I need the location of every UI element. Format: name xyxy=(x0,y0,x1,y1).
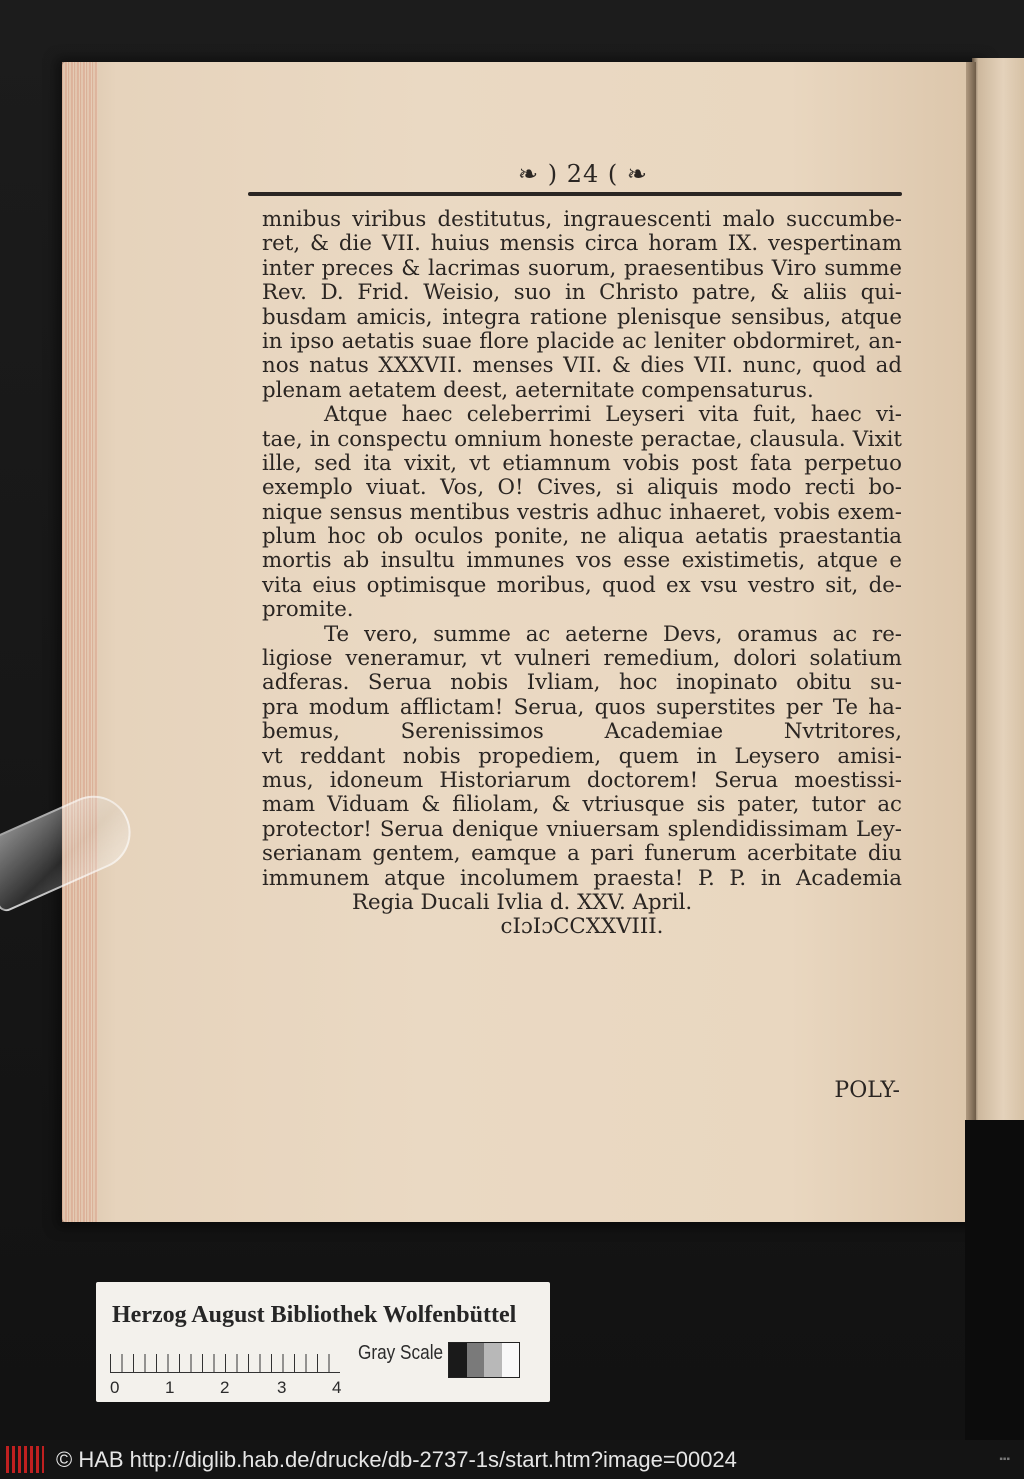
paragraph-start: Te vero, summe ac aeterne Devs, oramus ac re- xyxy=(324,621,902,647)
ruler-label: 1 xyxy=(165,1378,175,1397)
text-line: serianam gentem, eamque a pari funerum acerbitate diu xyxy=(262,841,902,867)
gray-scale-label: Gray Scale xyxy=(358,1342,444,1364)
year-line: cIɔIɔCCXXVIII. xyxy=(500,914,664,940)
page-header xyxy=(268,160,898,200)
gray-scale-swatches xyxy=(448,1342,520,1378)
header-rule xyxy=(248,192,902,196)
text-line: mortis ab insultu immunes vos esse existimetis, atque e xyxy=(262,548,902,574)
text-line: nos natus XXXVII. menses VII. & dies VII. nunc, quod ad xyxy=(262,353,902,379)
dateline: Regia Ducali Ivlia d. XXV. April. xyxy=(352,889,693,915)
text-line: vt reddant nobis propediem, quem in Leysero amisi- xyxy=(262,743,902,769)
paragraph-start: Atque haec celeberrimi Leyseri vita fuit, haec vi- xyxy=(324,402,902,428)
text-line: promite. xyxy=(262,597,354,623)
ruler-label: 2 xyxy=(220,1378,230,1397)
text-line: tae, in conspectu omnium honeste peractae, clausula. Vixit xyxy=(262,426,902,452)
text-line: protector! Serua denique vniuersam splendidissimam Ley- xyxy=(262,816,902,842)
ruler-scale xyxy=(110,1344,340,1373)
text-line: Rev. D. Frid. Weisio, suo in Christo patre, & aliis qui- xyxy=(262,280,902,306)
gray-swatch xyxy=(449,1343,467,1377)
facing-page-edge xyxy=(972,58,1024,1238)
text-line: adferas. Serua nobis Ivliam, hoc inopinato obitu su- xyxy=(262,670,902,696)
text-line: ret, & die VII. huius mensis circa horam IX. vespertinam xyxy=(262,231,902,257)
hab-logo-icon xyxy=(6,1446,44,1473)
body-text xyxy=(262,208,902,940)
text-line: ligiose veneramur, vt vulneri remedium, dolori solatium xyxy=(262,646,902,672)
text-line: in ipso aetatis suae flore placide ac leniter obdormiret, an- xyxy=(262,328,902,354)
gray-swatch xyxy=(502,1343,520,1377)
text-line: plum hoc ob oculos ponite, ne aliqua aetatis praestantia xyxy=(262,524,902,550)
catchword: POLY- xyxy=(834,1078,900,1103)
text-line: mus, idoneum Historiarum doctorem! Serua moestissi- xyxy=(262,767,902,793)
text-line: bemus, Serenissimos Academiae Nvtritores, xyxy=(262,719,902,745)
text-line: pra modum afflictam! Serua, quos superstites per Te ha- xyxy=(262,694,902,720)
calibration-card xyxy=(96,1282,550,1402)
text-line: plenam aetatem deest, aeternitate compensaturus. xyxy=(262,377,814,403)
footer-mark: ▪▪▪ xyxy=(999,1454,1010,1465)
text-line: mam Viduam & filiolam, & vtriusque sis pater, tutor ac xyxy=(262,792,902,818)
text-line: inter preces & lacrimas suorum, praesentibus Viro summe xyxy=(262,255,902,281)
text-line: exemplo viuat. Vos, O! Cives, si aliquis modo recti bo- xyxy=(262,475,902,501)
text-line: nique sensus mentibus vestris adhuc inhaeret, vobis exem- xyxy=(262,499,902,525)
text-line: mnibus viribus destitutus, ingrauescenti malo succumbe- xyxy=(262,207,902,232)
copyright-url[interactable]: © HAB http://diglib.hab.de/drucke/db-2737-1s/start.htm?image=00024 xyxy=(56,1447,737,1472)
ruler-labels xyxy=(110,1378,350,1396)
text-line: ille, sed ita vixit, vt etiamnum vobis post fata perpetuo xyxy=(262,450,902,476)
gray-swatch xyxy=(467,1343,485,1377)
text-line: immunem atque incolumem praesta! P. P. in Academia xyxy=(262,865,902,891)
text-line: vita eius optimisque moribus, quod ex vsu vestro sit, de- xyxy=(262,572,902,598)
ruler-label: 3 xyxy=(277,1378,287,1397)
text-line: busdam amicis, integra ratione plenisque sensibus, atque xyxy=(262,304,902,330)
page-number: ❧ ) 24 ( ❧ xyxy=(518,160,648,188)
library-name: Herzog August Bibliothek Wolfenbüttel xyxy=(112,1302,517,1328)
ruler-label: 0 xyxy=(110,1378,120,1397)
book-binding xyxy=(965,1120,1024,1440)
ruler-label: 4 xyxy=(332,1378,342,1397)
binding-gutter xyxy=(966,62,976,1222)
footer-bar xyxy=(0,1440,1024,1479)
page-stack-edge xyxy=(62,62,98,1222)
gray-swatch xyxy=(484,1343,502,1377)
